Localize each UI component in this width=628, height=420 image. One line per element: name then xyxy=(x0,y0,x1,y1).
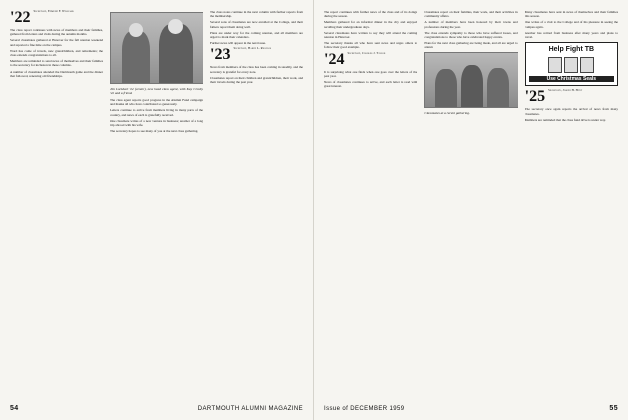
paragraph: One writes of a visit to the College and of his pleasure in seeing the campus again. xyxy=(524,20,618,29)
paragraph: Many classmates have sent in news of themselves and their families this season. xyxy=(524,10,618,19)
page-footer xyxy=(10,405,303,412)
paragraph: Further news will appear in the next issue. xyxy=(210,41,266,46)
paragraph: One classmate writes of a new venture in business; another of a long trip abroad with his wife. xyxy=(110,118,203,128)
paragraph: Members are reminded that the class fund drive is under way. xyxy=(524,117,606,122)
paragraph: A number of members have been honored by their towns and professions during the year. xyxy=(424,20,518,29)
paragraph: The secretary hopes to see many of you at the next class gathering. xyxy=(110,129,199,134)
paragraph: News from members of the class has been coming in steadily, and the secretary is grateful for every note. xyxy=(210,65,303,74)
class-year: '23 xyxy=(210,46,231,64)
paragraph: News of classmates continues to arrive, and each letter is read with great interest. xyxy=(324,80,418,89)
paragraph: Plans are under way for the coming reunion, and all members are urged to mark their calendars. xyxy=(210,30,303,40)
paragraph: Members are reminded to send news of themselves and their families to the secretary for inclusion in these columns. xyxy=(10,59,103,68)
paragraph: Letters continue to arrive from members living in many parts of the country, and news of each is gratefully received. xyxy=(110,108,203,117)
class-year: '24 xyxy=(324,50,345,68)
class-heading xyxy=(324,52,417,68)
ad-headline: Help Fight TB xyxy=(548,46,595,54)
magazine-name: DARTMOUTH ALUMNI MAGAZINE xyxy=(197,405,303,412)
right-columns xyxy=(324,10,618,395)
left-col-1 xyxy=(10,10,103,395)
paragraph: Classmates report on their families, their work, and their activities in community affairs. xyxy=(424,10,518,19)
paragraph: The report continues with further news of the class and of its doings during the season. xyxy=(324,10,418,19)
paragraph: Another has retired from business after many years and plans to travel. xyxy=(524,30,618,40)
page-number: 55 xyxy=(609,405,618,412)
class-heading xyxy=(525,89,618,105)
paragraph: The class notes continue in the next column with further reports from the membership. xyxy=(210,10,303,19)
christmas-seals-ad xyxy=(525,42,618,86)
class-photo xyxy=(110,12,203,84)
paragraph: Several classmates gathered at Hanover for the fall reunion weekend and reported a fine time on the campus. xyxy=(10,38,103,47)
right-col-1 xyxy=(324,10,417,395)
paragraph: It is surprising what one finds when one goes over the letters of the past year. xyxy=(324,69,418,78)
paragraph: A number of classmates attended the Dartmouth game and the dinner that followed, renewing old friendships. xyxy=(10,69,103,78)
seal-stamps xyxy=(529,57,614,73)
paragraph: The class agent reports good progress in the Alumni Fund campaign and thanks all who have contributed so generously. xyxy=(110,98,203,107)
class-year: '22 xyxy=(10,10,31,26)
left-col-2 xyxy=(110,10,203,395)
class-heading xyxy=(210,47,303,63)
class-meta: Secretary, Joseph H. Hoyt xyxy=(548,88,583,93)
paragraph: The class extends sympathy to those who have suffered losses, and congratulations to those who have celebrated happy events. xyxy=(424,30,518,40)
left-col-3 xyxy=(210,10,303,395)
photo-caption: Jim Lockhart '22 (center), new head class agent, with Kay Crosby '22 and a friend. xyxy=(110,87,203,95)
paragraph: Plans for the next class gathering are being made, and all are urged to attend. xyxy=(424,41,518,50)
class-heading xyxy=(10,10,103,26)
class-meta: Secretary, Edmund F. Williams xyxy=(33,10,74,13)
right-page xyxy=(314,0,628,420)
class-meta: Secretary, Harry L. Ruggles xyxy=(233,46,272,51)
photo-caption: Classmates at a recent gathering. xyxy=(424,110,470,115)
paragraph: Classmates report on their children and grandchildren, their work, and their travels during the past year. xyxy=(210,75,303,85)
ad-footer: Use Christmas Seals xyxy=(529,76,614,82)
class-year: '25 xyxy=(524,88,546,106)
group-photo xyxy=(424,52,517,108)
left-columns xyxy=(10,10,303,395)
paragraph: Members gathered for an informal dinner in the city and enjoyed recalling their undergraduate days. xyxy=(324,20,418,29)
paragraph: The secretary thanks all who have sent news and urges others to follow their good example. xyxy=(324,41,418,50)
page-footer xyxy=(324,405,618,412)
paragraph: Several classmates have written to say they will attend the coming reunion in Hanover. xyxy=(324,30,418,40)
right-col-3 xyxy=(525,10,618,395)
right-col-2 xyxy=(424,10,517,395)
paragraph: The class report continues with news of members and their families, gathered from letters and visits during the autumn months. xyxy=(10,28,103,37)
class-meta: Secretary, Charles J. Taylor xyxy=(347,50,386,55)
paragraph: The secretary once again reports the arrival of news from many classmates. xyxy=(524,107,618,116)
page-number: 54 xyxy=(10,405,19,412)
paragraph: Word has come of travels, new grandchildren, and retirements; the class extends congratulations to all. xyxy=(10,48,103,58)
paragraph: Several sons of classmates are now enrolled at the College, and their fathers report them doing well. xyxy=(210,20,303,29)
issue-label: Issue of DECEMBER 1959 xyxy=(324,405,405,412)
